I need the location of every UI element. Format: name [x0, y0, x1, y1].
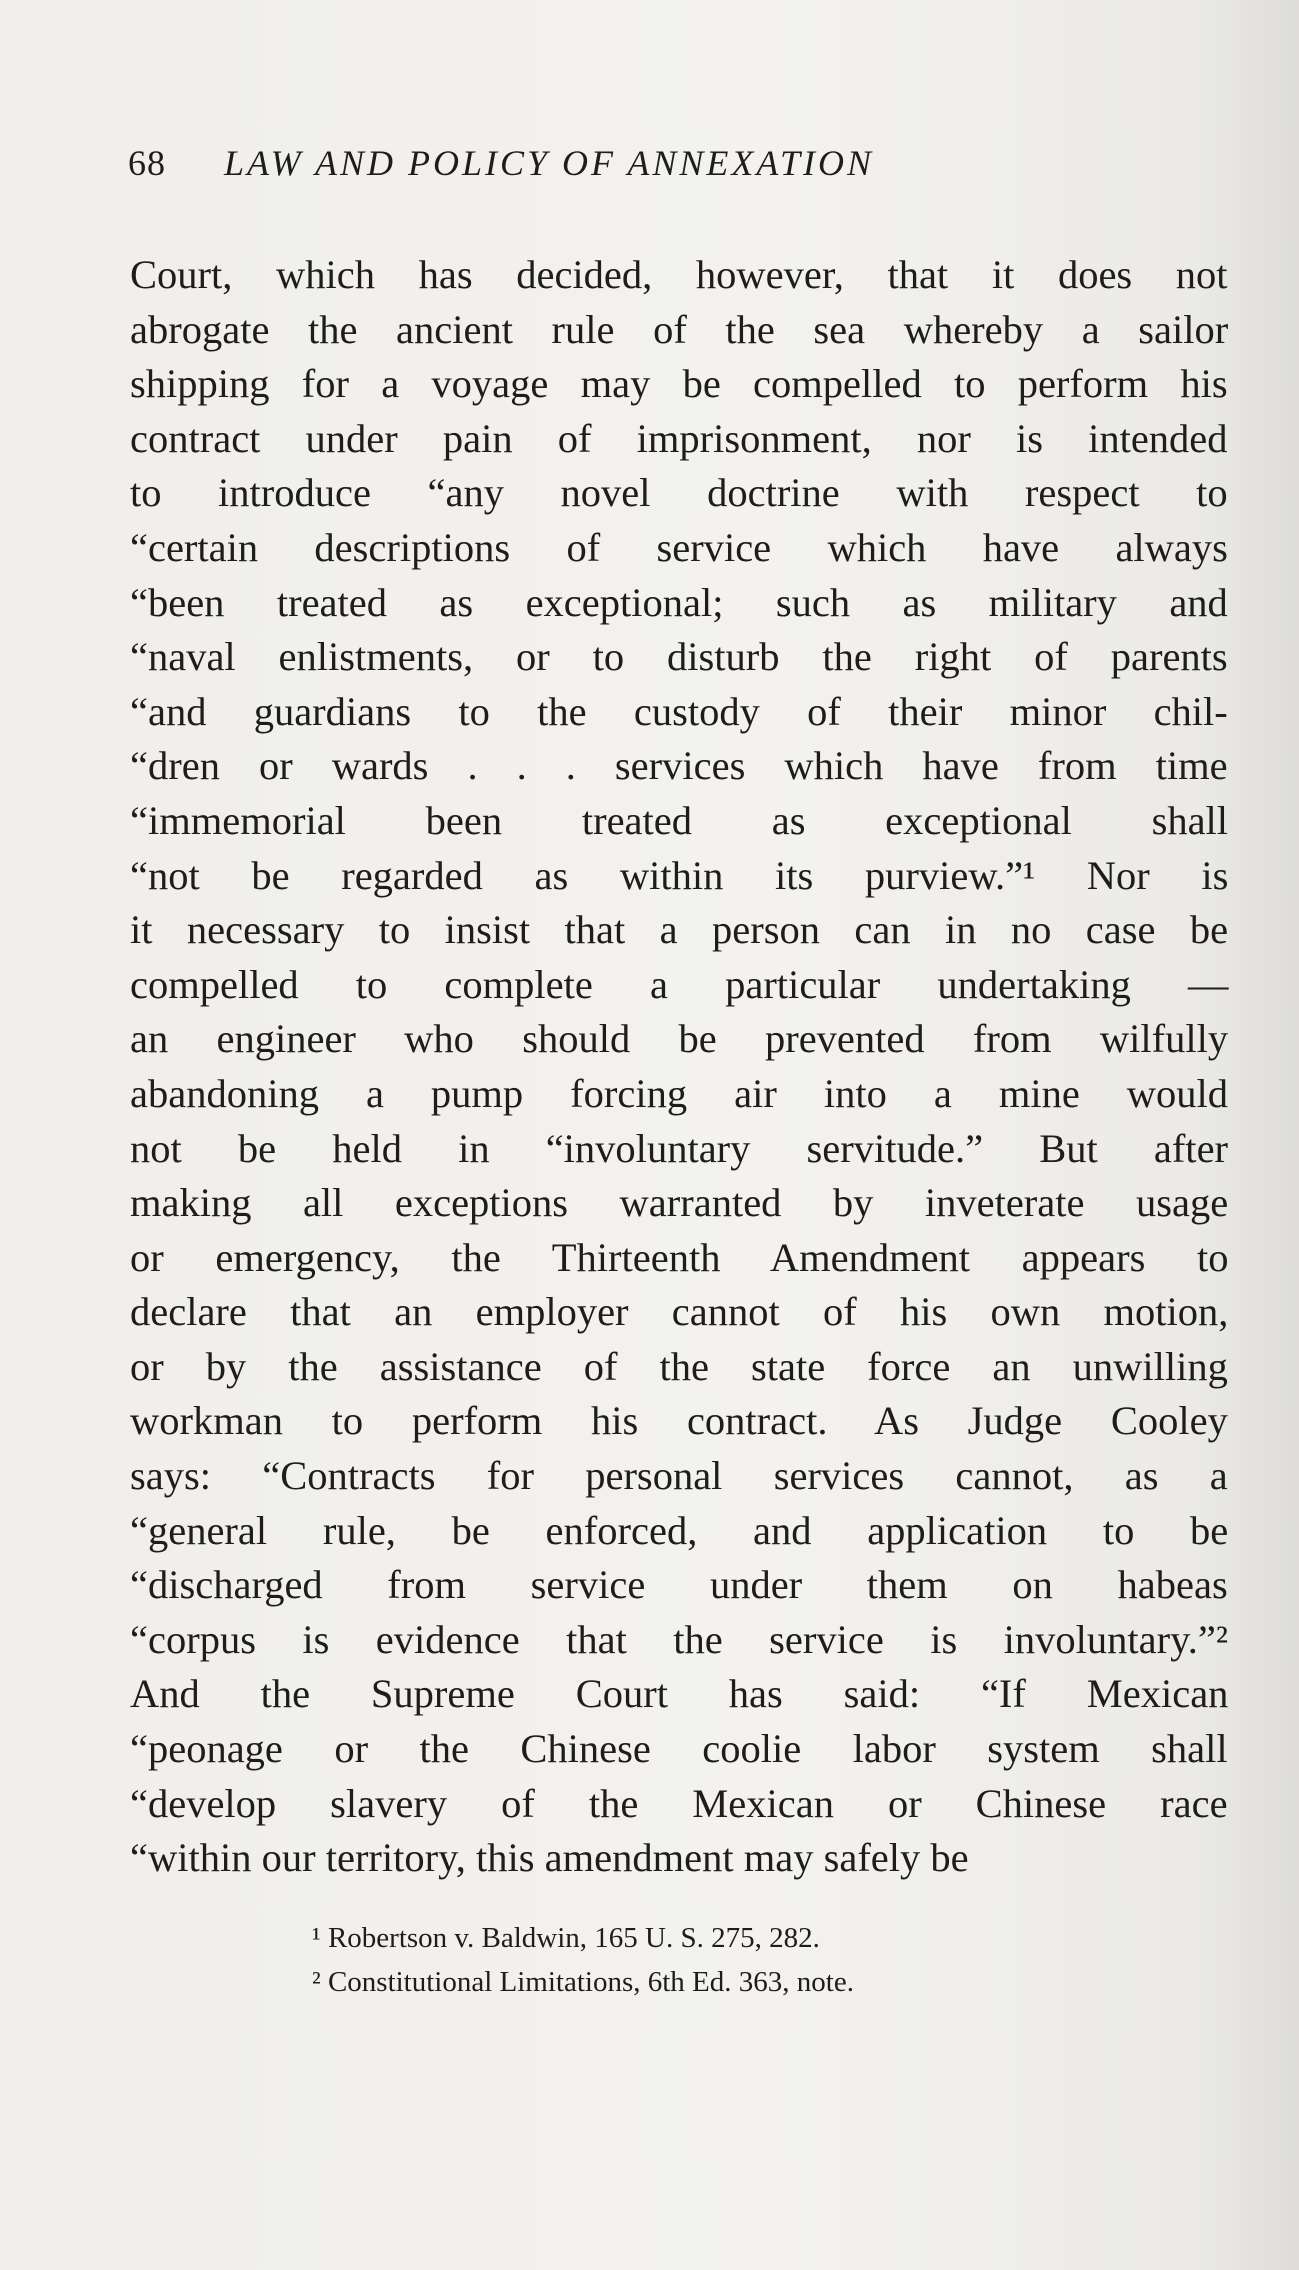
page-number: 68	[128, 143, 166, 183]
footnote-1: ¹ Robertson v. Baldwin, 165 U. S. 275, 282.	[312, 1922, 820, 1954]
text-line: “immemorial been treated as exceptional shall	[130, 797, 1229, 843]
text-line: an engineer who should be prevented from wilfully	[130, 1016, 1229, 1062]
text-line: “corpus is evidence that the service is involuntary.”²	[130, 1616, 1228, 1662]
text-line: “within our territory, this amendment may safely be	[130, 1835, 969, 1881]
text-line: “certain descriptions of service which have always	[130, 524, 1228, 570]
text-line: not be held in “involuntary servitude.” But after	[130, 1125, 1229, 1171]
running-title: LAW AND POLICY OF ANNEXATION	[224, 143, 875, 183]
text-line: “peonage or the Chinese coolie labor system shall	[130, 1726, 1228, 1772]
text-line: “develop slavery of the Mexican or Chinese race	[130, 1780, 1228, 1826]
text-line: abrogate the ancient rule of the sea whereby a sailor	[130, 306, 1229, 352]
text-line: “general rule, be enforced, and application to be	[130, 1507, 1229, 1553]
text-line: it necessary to insist that a person can in no case be	[130, 907, 1229, 953]
footnotes	[312, 1916, 1212, 2004]
text-line: to introduce “any novel doctrine with respect to	[130, 470, 1228, 516]
text-line: “naval enlistments, or to disturb the right of parents	[130, 634, 1228, 680]
text-line: workman to perform his contract. As Judge Cooley	[130, 1398, 1228, 1444]
running-head	[128, 142, 1128, 184]
text-line: making all exceptions warranted by inveterate usage	[130, 1180, 1229, 1226]
text-line: contract under pain of imprisonment, nor is intended	[130, 415, 1228, 461]
text-line: “not be regarded as within its purview.”¹ Nor is	[130, 852, 1229, 898]
text-line: “dren or wards . . . services which have from time	[130, 743, 1228, 789]
text-line: And the Supreme Court has said: “If Mexican	[130, 1671, 1229, 1717]
footnote-2: ² Constitutional Limitations, 6th Ed. 363, note.	[312, 1966, 854, 1998]
text-line: Court, which has decided, however, that it does not	[130, 252, 1228, 297]
text-line: “and guardians to the custody of their minor chil-	[130, 688, 1228, 734]
body-text	[130, 248, 1230, 1886]
text-line: declare that an employer cannot of his own motion,	[130, 1289, 1229, 1335]
text-line: “been treated as exceptional; such as military and	[130, 579, 1228, 625]
text-line: or emergency, the Thirteenth Amendment appears to	[130, 1234, 1229, 1280]
text-line: “discharged from service under them on habeas	[130, 1562, 1228, 1608]
text-line: or by the assistance of the state force an unwilling	[130, 1343, 1228, 1389]
text-line: says: “Contracts for personal services cannot, as a	[130, 1453, 1228, 1499]
text-line: abandoning a pump forcing air into a mine would	[130, 1070, 1229, 1116]
text-line: shipping for a voyage may be compelled to perform his	[130, 361, 1228, 407]
text-line: compelled to complete a particular undertaking —	[130, 961, 1229, 1007]
